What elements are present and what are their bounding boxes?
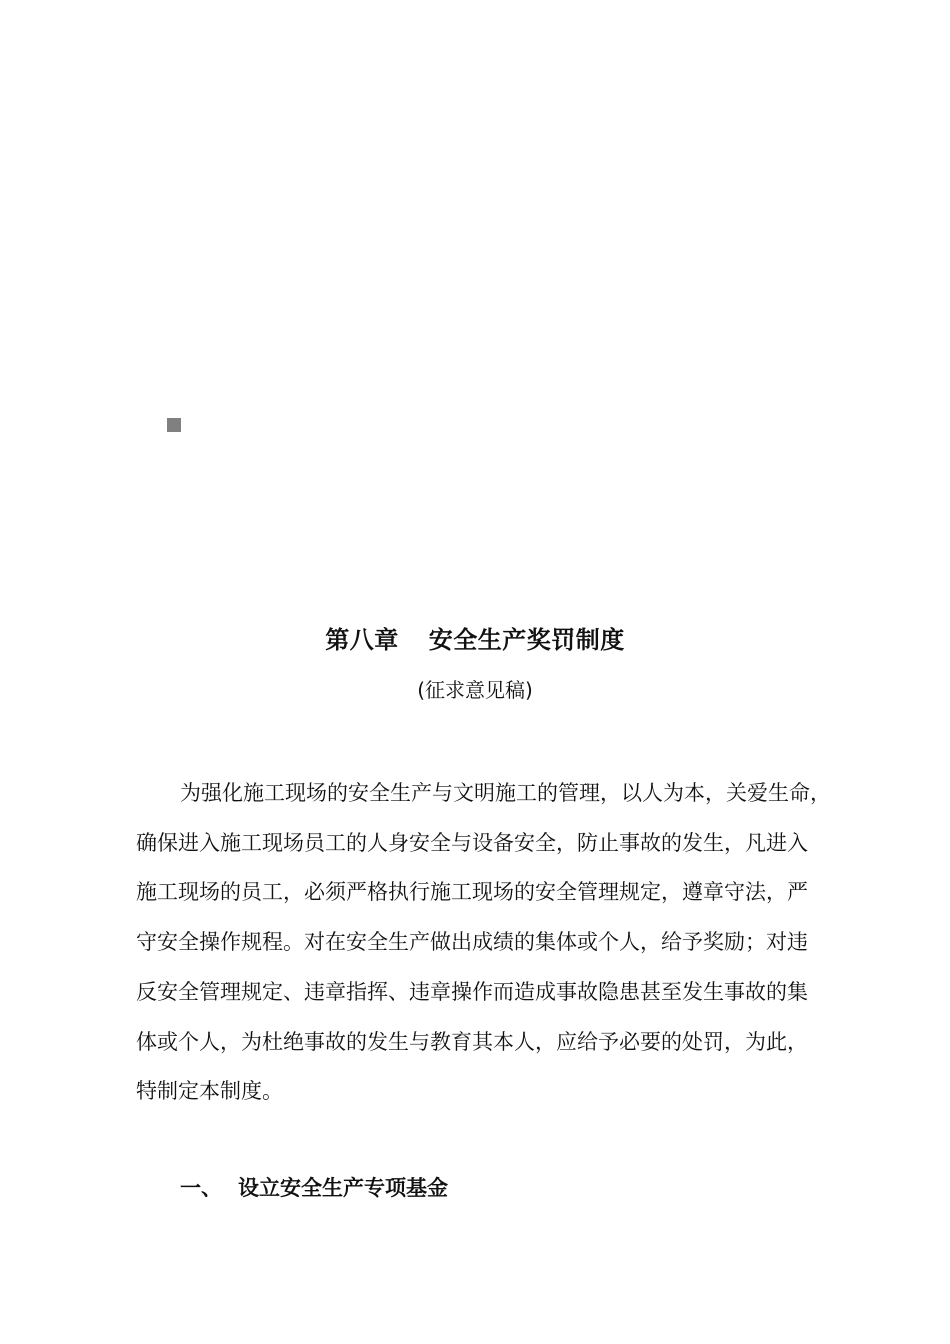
paragraph-line: 守安全操作规程。对在安全生产做出成绩的集体或个人，给予奖励；对违 <box>136 930 808 955</box>
chapter-name: 安全生产奖罚制度 <box>428 626 625 654</box>
section-heading <box>180 1168 448 1208</box>
chapter-number: 第八章 <box>325 626 399 654</box>
draft-subtitle: (征求意见稿) <box>417 678 533 702</box>
paragraph-line: 体或个人，为杜绝事故的发生与教育其本人，应给予必要的处罚，为此， <box>136 1029 808 1054</box>
section-number: 一、 <box>180 1176 222 1200</box>
paragraph-line: 特制定本制度。 <box>136 1079 283 1104</box>
paragraph-line: 为强化施工现场的安全生产与文明施工的管理，以人为本，关爱生命， <box>180 781 831 805</box>
section-title: 设立安全生产专项基金 <box>238 1176 448 1200</box>
intro-paragraph <box>136 769 866 1117</box>
paragraph-line: 确保进入施工现场员工的人身安全与设备安全，防止事故的发生，凡进入 <box>136 830 808 855</box>
paragraph-line: 施工现场的员工，必须严格执行施工现场的安全管理规定，遵章守法，严 <box>136 880 808 905</box>
bullet-square-marker <box>167 418 181 432</box>
paragraph-line: 反安全管理规定、违章指挥、违章操作而造成事故隐患甚至发生事故的集 <box>136 979 808 1004</box>
chapter-title <box>0 620 950 660</box>
